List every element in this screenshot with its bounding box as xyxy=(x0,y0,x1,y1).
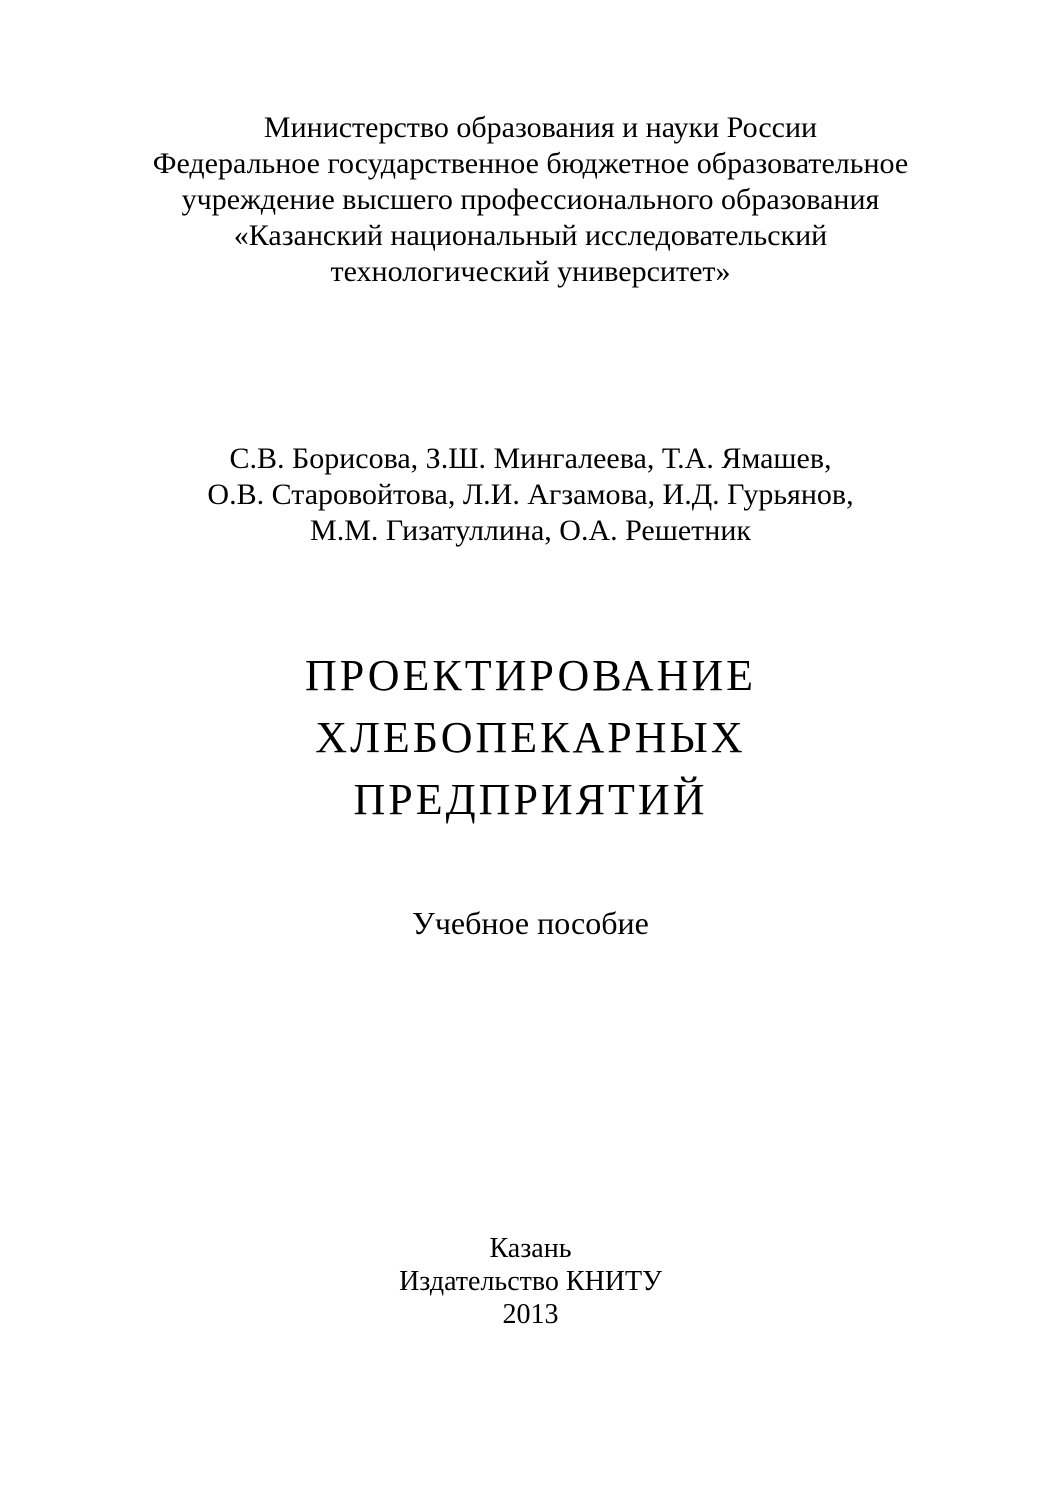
imprint-publisher: Издательство КНИТУ xyxy=(399,1266,662,1297)
imprint xyxy=(0,1232,1061,1331)
authors-line-1: С.В. Борисова, З.Ш. Мингалеева, Т.А. Ямашев, xyxy=(229,442,832,475)
university-name-line-2: технологический университет» xyxy=(330,255,731,288)
institution-header xyxy=(0,110,1061,290)
book-subtitle xyxy=(0,903,1061,943)
institution-level-line: учреждение высшего профессионального образования xyxy=(181,183,880,216)
title-line-1: ПРОЕКТИРОВАНИЕ xyxy=(305,651,756,700)
title-line-3: ПРЕДПРИЯТИЙ xyxy=(353,775,708,824)
institution-type-line: Федеральное государственное бюджетное образовательное xyxy=(152,147,909,180)
book-title xyxy=(0,645,1061,831)
subtitle-text: Учебное пособие xyxy=(412,905,649,941)
authors-list xyxy=(0,441,1061,549)
university-name-line-1: «Казанский национальный исследовательский xyxy=(233,219,828,252)
title-line-2: ХЛЕБОПЕКАРНЫХ xyxy=(315,713,746,762)
ministry-line: Министерство образования и науки России xyxy=(263,111,818,144)
imprint-city: Казань xyxy=(489,1233,572,1264)
authors-line-3: М.М. Гизатуллина, О.А. Решетник xyxy=(310,514,751,547)
imprint-year: 2013 xyxy=(502,1299,559,1330)
authors-line-2: О.В. Старовойтова, Л.И. Агзамова, И.Д. Гурьянов, xyxy=(207,478,854,511)
